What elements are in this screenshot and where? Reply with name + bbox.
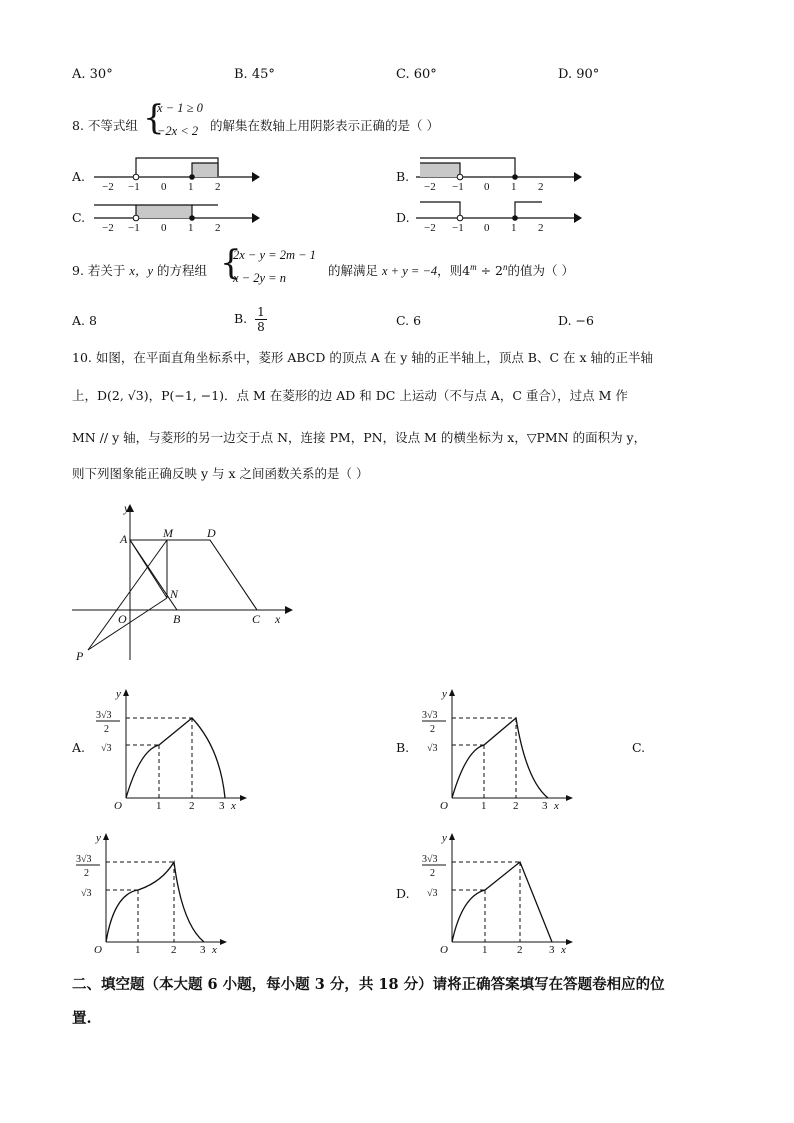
svg-text:y: y: [442, 832, 447, 844]
svg-text:√3: √3: [81, 888, 92, 899]
q10-line-1: 10. 如图，在平面直角坐标系中，菱形 ABCD 的顶点 A 在 y 轴的正半轴上，顶点 B、C 在 x 轴的正半轴: [72, 350, 654, 365]
tick-label: −2: [424, 181, 436, 193]
tick-label: −1: [452, 222, 464, 234]
svg-text:2: 2: [171, 944, 177, 956]
q7-option-d: D. 90°: [558, 67, 600, 82]
graph-c-curve: [106, 862, 204, 942]
q8-c-shade: [136, 205, 192, 218]
q10-option-b-label: B.: [396, 740, 410, 755]
graph-d-curve: [452, 862, 552, 942]
svg-text:x: x: [231, 800, 236, 812]
q9-option-d: D. −6: [558, 313, 594, 328]
q10-option-d-label: D.: [396, 886, 410, 901]
svg-text:1: 1: [135, 944, 141, 956]
label-d: D: [207, 526, 216, 540]
q7-option-a: A. 30°: [72, 67, 113, 82]
label-y: y: [124, 501, 130, 515]
tick-label: 1: [188, 222, 194, 234]
section-2-heading-line-2: 置.: [72, 1010, 92, 1027]
svg-text:2: 2: [104, 724, 109, 735]
q8-stem-post: 的解集在数轴上用阴影表示正确的是（ ）: [210, 118, 439, 133]
q9-eq-2: x − 2y = n: [233, 271, 286, 285]
svg-text:O: O: [114, 800, 122, 812]
svg-text:x: x: [212, 944, 217, 956]
label-c: C: [252, 612, 261, 626]
svg-text:1: 1: [156, 800, 162, 812]
q8-number-line-b: [416, 158, 582, 193]
tick-label: 2: [538, 181, 544, 193]
q10-graph-b: [418, 688, 578, 812]
segment-pm: [88, 540, 167, 650]
label-b: B: [173, 612, 181, 626]
q8-ineq-2: −2x < 2: [157, 124, 199, 138]
label-n: N: [170, 587, 179, 601]
q10-line-2: 上，D(2, √3)，P(−1, −1)．点 M 在菱形的边 AD 和 DC 上运动（不与点 A，C 重合），过点 M 作: [72, 388, 628, 403]
q8-number-line-c: [94, 205, 260, 234]
q9-brace: {: [220, 243, 242, 283]
q8-a-shade: [192, 163, 219, 177]
q9-option-b-fraction: $\frac{1}{8}$: [257, 305, 265, 334]
label-x: x: [275, 612, 281, 626]
q9-stem-mid2: 的解满足: [328, 263, 379, 278]
tick-label: −1: [128, 222, 140, 234]
svg-text:x: x: [554, 800, 559, 812]
rhombus-abcd: [130, 540, 257, 610]
q9-stem-mid3: ，则: [437, 263, 463, 278]
q10-graph-a: [92, 688, 252, 812]
q8-option-d-label: D.: [396, 210, 410, 225]
svg-text:2: 2: [84, 868, 89, 879]
svg-text:3√3: 3√3: [76, 854, 92, 865]
svg-text:1: 1: [482, 944, 488, 956]
svg-text:3√3: 3√3: [422, 710, 438, 721]
svg-text:y: y: [116, 688, 121, 700]
svg-text:y: y: [442, 688, 447, 700]
q10-line-4: 则下列图象能正确反映 y 与 x 之间函数关系的是（ ）: [72, 466, 369, 481]
q10-option-a-label: A.: [72, 740, 86, 755]
svg-text:1: 1: [481, 800, 487, 812]
svg-text:2: 2: [189, 800, 195, 812]
q10-graph-c: [72, 832, 232, 956]
svg-text:O: O: [94, 944, 102, 956]
tick-label: −1: [452, 181, 464, 193]
svg-text:3: 3: [219, 800, 225, 812]
tick-label: 1: [511, 181, 517, 193]
q8-stem-pre: 8. 不等式组: [72, 118, 138, 133]
q9-vars: x，y: [129, 264, 153, 278]
svg-text:O: O: [440, 944, 448, 956]
label-o: O: [118, 612, 127, 626]
q8-option-a-label: A.: [72, 169, 86, 184]
q9-option-b: B. $\frac{1}{8}$: [234, 305, 265, 334]
q7-option-b: B. 45°: [234, 67, 275, 82]
q9-stem-mid: 的方程组: [156, 263, 207, 278]
svg-text:3√3: 3√3: [422, 854, 438, 865]
svg-text:√3: √3: [427, 743, 438, 754]
svg-text:O: O: [440, 800, 448, 812]
svg-text:√3: √3: [427, 888, 438, 899]
q8-ineq-1: x − 1 ≥ 0: [157, 101, 203, 115]
q9-condition: x + y = −4: [382, 264, 438, 278]
svg-text:3√3: 3√3: [96, 710, 112, 721]
q9-stem-pre: 9. 若关于: [72, 263, 126, 278]
tick-label: −2: [102, 181, 114, 193]
svg-text:2: 2: [517, 944, 523, 956]
q9-option-c: C. 6: [396, 313, 422, 328]
q9-eq-1: 2x − y = 2m − 1: [233, 248, 316, 262]
tick-label: 1: [511, 222, 517, 234]
label-m: M: [163, 526, 173, 540]
q7-option-c: C. 60°: [396, 67, 437, 82]
tick-label: 0: [484, 181, 490, 193]
tick-label: 2: [215, 222, 221, 234]
svg-text:2: 2: [430, 868, 435, 879]
q10-rhombus-figure: [70, 500, 300, 665]
tick-label: 0: [161, 181, 167, 193]
tick-label: 1: [188, 181, 194, 193]
tick-label: 2: [538, 222, 544, 234]
tick-label: −2: [424, 222, 436, 234]
q8-option-b-label: B.: [396, 169, 410, 184]
svg-text:y: y: [96, 832, 101, 844]
q10-line-3: MN // y 轴，与菱形的另一边交于点 N，连接 PM，PN，设点 M 的横坐标为 x，▽PMN 的面积为 y，: [72, 430, 647, 445]
tick-label: 2: [215, 181, 221, 193]
svg-text:2: 2: [430, 724, 435, 735]
q8-brace: {: [143, 98, 165, 138]
q8-option-c-label: C.: [72, 210, 86, 225]
q8-b-shade: [420, 163, 460, 177]
q8-number-lines-bd: [412, 150, 582, 240]
svg-text:x: x: [561, 944, 566, 956]
q9-stem-tail: [328, 261, 574, 279]
tick-label: −1: [128, 181, 140, 193]
section-2-heading-line-1: 二、填空题（本大题 6 小题，每小题 3 分，共 18 分）请将正确答案填写在答题卷相应的位: [72, 976, 665, 993]
tick-label: 0: [161, 222, 167, 234]
q9-stem-post: 的值为（ ）: [507, 263, 574, 278]
svg-text:3: 3: [549, 944, 555, 956]
svg-text:2: 2: [513, 800, 519, 812]
tick-label: 0: [484, 222, 490, 234]
svg-text:3: 3: [200, 944, 206, 956]
q8-a-open-dot: [133, 174, 139, 180]
q9-stem: [72, 261, 207, 279]
label-p: P: [76, 649, 84, 663]
segment-pn: [88, 598, 167, 650]
q9-expr: $4^m \div 2^n$: [462, 261, 508, 278]
q8-number-lines-ac: [90, 150, 260, 240]
q8-a-closed-dot: [189, 174, 195, 180]
label-a: A: [120, 532, 128, 546]
q9-option-a: A. 8: [72, 313, 97, 328]
q10-graph-d: [418, 832, 578, 956]
q8-number-line-a: [94, 158, 260, 193]
svg-text:3: 3: [542, 800, 548, 812]
tick-label: −2: [102, 222, 114, 234]
svg-text:√3: √3: [101, 743, 112, 754]
graph-b-curve: [452, 718, 548, 798]
q10-option-c-label: C.: [632, 740, 646, 755]
graph-a-curve: [126, 718, 225, 798]
q8-number-line-d: [416, 202, 582, 234]
